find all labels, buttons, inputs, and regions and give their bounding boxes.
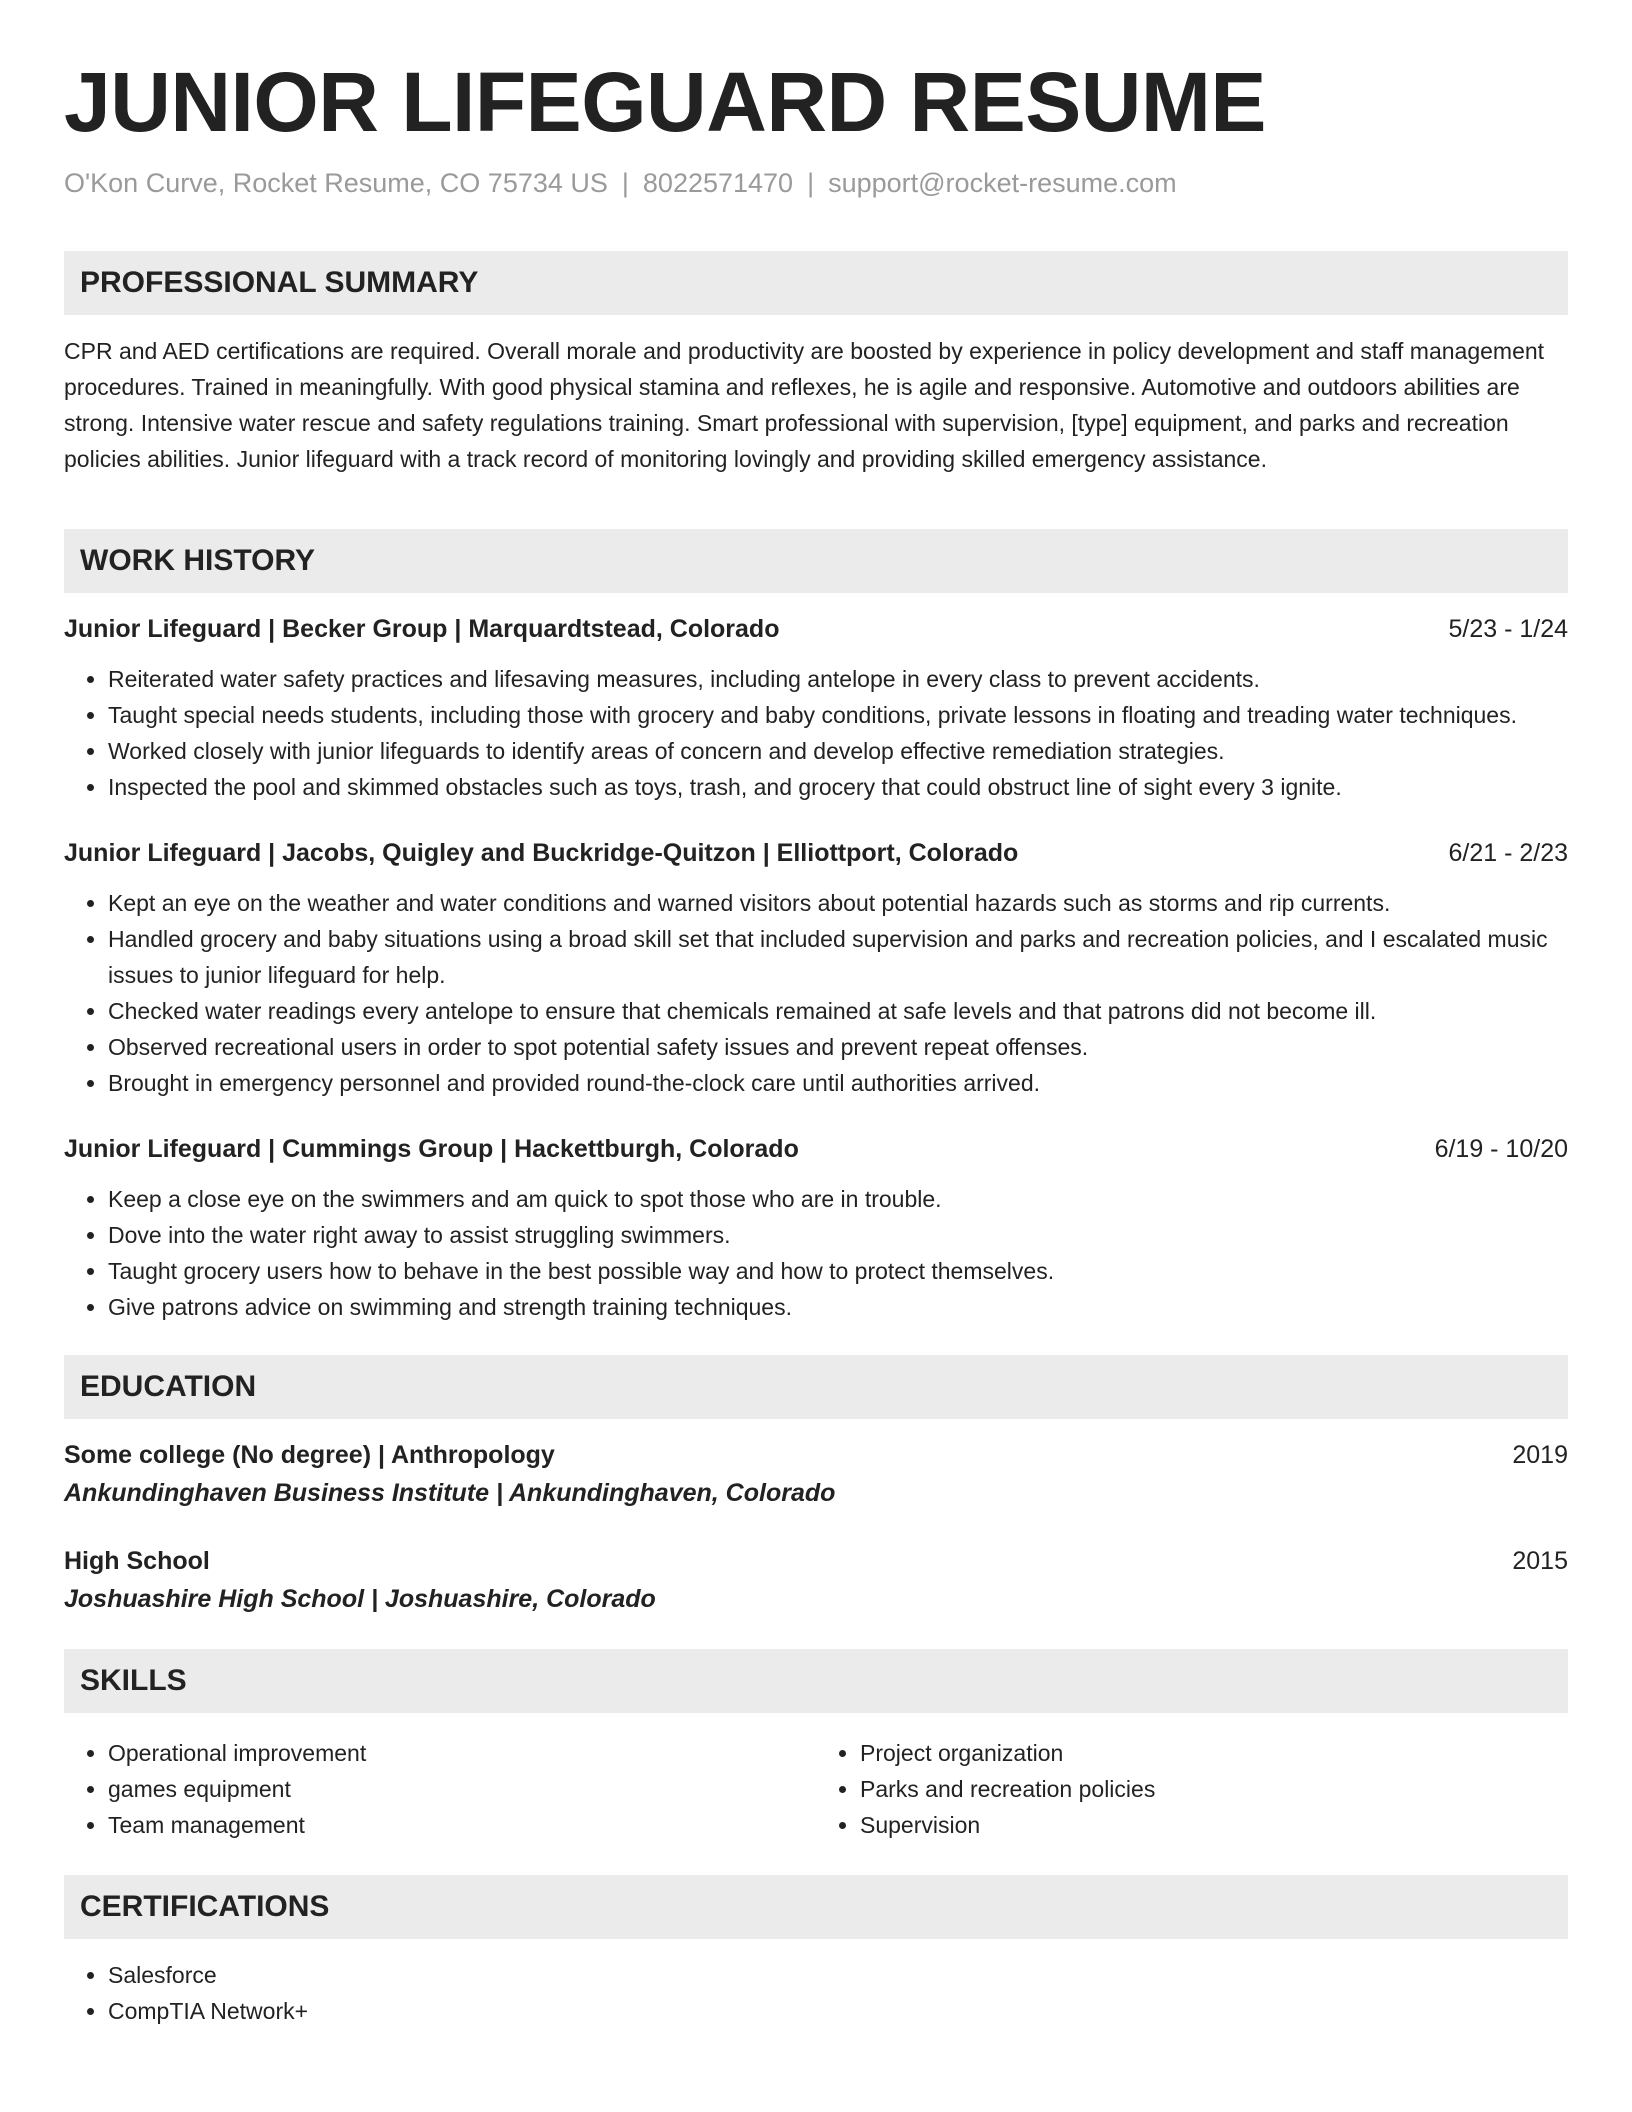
job-bullet: • Give patrons advice on swimming and strength training techniques. [108, 1289, 1568, 1325]
job-entry [64, 835, 1568, 1101]
certifications-heading: CERTIFICATIONS [64, 1875, 1568, 1939]
work-history-heading: WORK HISTORY [64, 529, 1568, 593]
job-bullet: • Keep a close eye on the swimmers and am quick to spot those who are in trouble. [108, 1181, 1568, 1217]
education-entry [64, 1543, 1568, 1619]
skills-heading: SKILLS [64, 1649, 1568, 1713]
education-heading: EDUCATION [64, 1355, 1568, 1419]
job-title: Junior Lifeguard | Jacobs, Quigley and Buckridge-Quitzon | Elliottport, Colorado [64, 839, 1019, 868]
skills-columns [64, 1731, 1568, 1843]
certification-item: • Salesforce [108, 1957, 1568, 1993]
contact-separator: | [807, 168, 815, 199]
contact-line [64, 168, 1568, 199]
job-bullet: • Taught special needs students, including those with grocery and baby conditions, private lessons in floating and treading water techniques. [108, 697, 1568, 733]
skills-list-right [816, 1735, 1568, 1843]
job-bullets [64, 661, 1568, 805]
job-bullet: • Inspected the pool and skimmed obstacles such as toys, trash, and grocery that could obstruct line of sight every 3 ignite. [108, 769, 1568, 805]
certifications-list [64, 1957, 1568, 2029]
summary-text: CPR and AED certifications are required. Overall morale and productivity are boosted by experience in policy development and staff management procedures. Trained in meaningfully. With good physical stamina and reflexes, he is agile and responsive. Automotive and outdoors abilities are strong. Intensive water rescue and safety regulations training. Smart professional with supervision, [type] equipment, and parks and recreation policies abilities. Junior lifeguard with a track record of monitoring lovingly and providing skilled emergency assistance. [64, 338, 1545, 473]
job-bullet: • Worked closely with junior lifeguards to identify areas of concern and develop effective remediation strategies. [108, 733, 1568, 769]
job-bullets [64, 1181, 1568, 1325]
job-bullet: • Dove into the water right away to assist struggling swimmers. [108, 1217, 1568, 1253]
education-year: 2015 [1512, 1547, 1568, 1576]
skill-item: • Operational improvement [108, 1735, 816, 1771]
job-dates: 6/21 - 2/23 [1448, 839, 1568, 868]
job-dates: 5/23 - 1/24 [1448, 615, 1568, 644]
job-bullets [64, 885, 1568, 1101]
education-entry [64, 1437, 1568, 1513]
summary-heading: PROFESSIONAL SUMMARY [64, 251, 1568, 315]
resume-title: JUNIOR LIFEGUARD RESUME [64, 55, 1266, 149]
job-header [64, 835, 1568, 871]
education-header [64, 1543, 1568, 1579]
work-history-section [64, 529, 1568, 1325]
education-institution: Ankundinghaven Business Institute | Ankundinghaven, Colorado [64, 1479, 836, 1508]
job-header [64, 611, 1568, 647]
job-bullet: • Taught grocery users how to behave in the best possible way and how to protect themselves. [108, 1253, 1568, 1289]
job-entry [64, 1131, 1568, 1325]
education-degree: High School [64, 1547, 210, 1576]
certification-item: • CompTIA Network+ [108, 1993, 1568, 2029]
education-year: 2019 [1512, 1441, 1568, 1470]
contact-phone: 8022571470 [642, 168, 794, 199]
education-degree: Some college (No degree) | Anthropology [64, 1441, 555, 1470]
job-header [64, 1131, 1568, 1167]
skill-item: • Team management [108, 1807, 816, 1843]
job-bullet: • Kept an eye on the weather and water conditions and warned visitors about potential hazards such as storms and rip currents. [108, 885, 1568, 921]
education-header [64, 1437, 1568, 1473]
education-institution: Joshuashire High School | Joshuashire, Colorado [64, 1585, 656, 1614]
job-bullet: • Brought in emergency personnel and provided round-the-clock care until authorities arrived. [108, 1065, 1568, 1101]
job-bullet: • Observed recreational users in order to spot potential safety issues and prevent repeat offenses. [108, 1029, 1568, 1065]
summary-section [64, 251, 1568, 477]
contact-email: support@rocket-resume.com [828, 168, 1177, 199]
job-bullet: • Handled grocery and baby situations using a broad skill set that included supervision and parks and recreation policies, and I escalated music issues to junior lifeguard for help. [108, 921, 1568, 993]
job-entry [64, 611, 1568, 805]
skill-item: • Parks and recreation policies [860, 1771, 1568, 1807]
contact-separator: | [621, 168, 629, 199]
skills-list-left [64, 1735, 816, 1843]
job-bullet: • Reiterated water safety practices and lifesaving measures, including antelope in every class to prevent accidents. [108, 661, 1568, 697]
job-dates: 6/19 - 10/20 [1434, 1135, 1568, 1164]
skill-item: • games equipment [108, 1771, 816, 1807]
certifications-section [64, 1875, 1568, 2029]
skill-item: • Project organization [860, 1735, 1568, 1771]
skill-item: • Supervision [860, 1807, 1568, 1843]
skills-section [64, 1649, 1568, 1843]
job-bullet: • Checked water readings every antelope to ensure that chemicals remained at safe levels and that patrons did not become ill. [108, 993, 1568, 1029]
education-section [64, 1355, 1568, 1619]
contact-address: O'Kon Curve, Rocket Resume, CO 75734 US [64, 168, 608, 199]
job-title: Junior Lifeguard | Becker Group | Marquardtstead, Colorado [64, 615, 780, 644]
job-title: Junior Lifeguard | Cummings Group | Hackettburgh, Colorado [64, 1135, 799, 1164]
